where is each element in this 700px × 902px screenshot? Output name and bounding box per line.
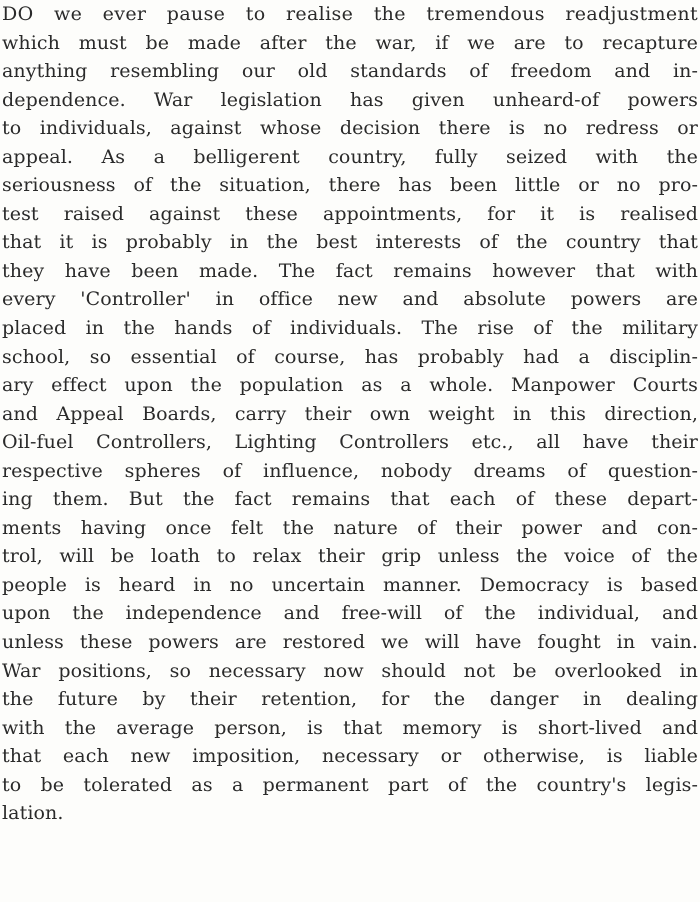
text-line: anything resembling our old standards of freedom and in- bbox=[2, 60, 698, 83]
text-line: lation. bbox=[2, 802, 64, 825]
text-line: school, so essential of course, has probably had a disciplin- bbox=[2, 345, 698, 368]
text-line: test raised against these appointments, for it is realised bbox=[2, 202, 698, 225]
text-line: DO we ever pause to realise the tremendous readjustment bbox=[2, 3, 698, 25]
text-line: placed in the hands of individuals. The rise of the military bbox=[2, 317, 698, 340]
text-line: dependence. War legislation has given unheard-of powers bbox=[2, 88, 698, 111]
text-line: upon the independence and free-will of the individual, and bbox=[2, 602, 698, 625]
text-line: War positions, so necessary now should not be overlooked in bbox=[2, 659, 698, 682]
text-line: to individuals, against whose decision there is no redress or bbox=[2, 117, 698, 140]
text-line: with the average person, is that memory is short-lived and bbox=[2, 716, 698, 739]
article-body bbox=[2, 0, 698, 828]
text-line: that it is probably in the best interests of the country that bbox=[2, 231, 698, 254]
text-line: ary effect upon the population as a whole. Manpower Courts bbox=[2, 374, 698, 397]
text-line: unless these powers are restored we will have fought in vain. bbox=[2, 631, 698, 654]
text-line: ing them. But the fact remains that each of these depart- bbox=[2, 488, 698, 511]
text-line: which must be made after the war, if we are to recapture bbox=[2, 31, 698, 54]
text-line: that each new imposition, necessary or otherwise, is liable bbox=[2, 745, 698, 768]
text-line: the future by their retention, for the danger in dealing bbox=[2, 688, 698, 711]
text-line: ments having once felt the nature of their power and con- bbox=[2, 516, 698, 539]
text-line: and Appeal Boards, carry their own weight in this direction, bbox=[2, 402, 698, 425]
text-line: appeal. As a belligerent country, fully seized with the bbox=[2, 145, 698, 168]
text-line: Oil-fuel Controllers, Lighting Controllers etc., all have their bbox=[2, 431, 698, 454]
text-line: people is heard in no uncertain manner. Democracy is based bbox=[2, 573, 698, 596]
text-line: seriousness of the situation, there has been little or no pro- bbox=[2, 174, 698, 197]
text-line: trol, will be loath to relax their grip unless the voice of the bbox=[2, 545, 698, 568]
text-line: respective spheres of influence, nobody dreams of question- bbox=[2, 459, 698, 482]
text-line: to be tolerated as a permanent part of the country's legis- bbox=[2, 773, 698, 796]
text-line: every 'Controller' in office new and absolute powers are bbox=[2, 288, 698, 311]
text-line: they have been made. The fact remains however that with bbox=[2, 259, 698, 282]
